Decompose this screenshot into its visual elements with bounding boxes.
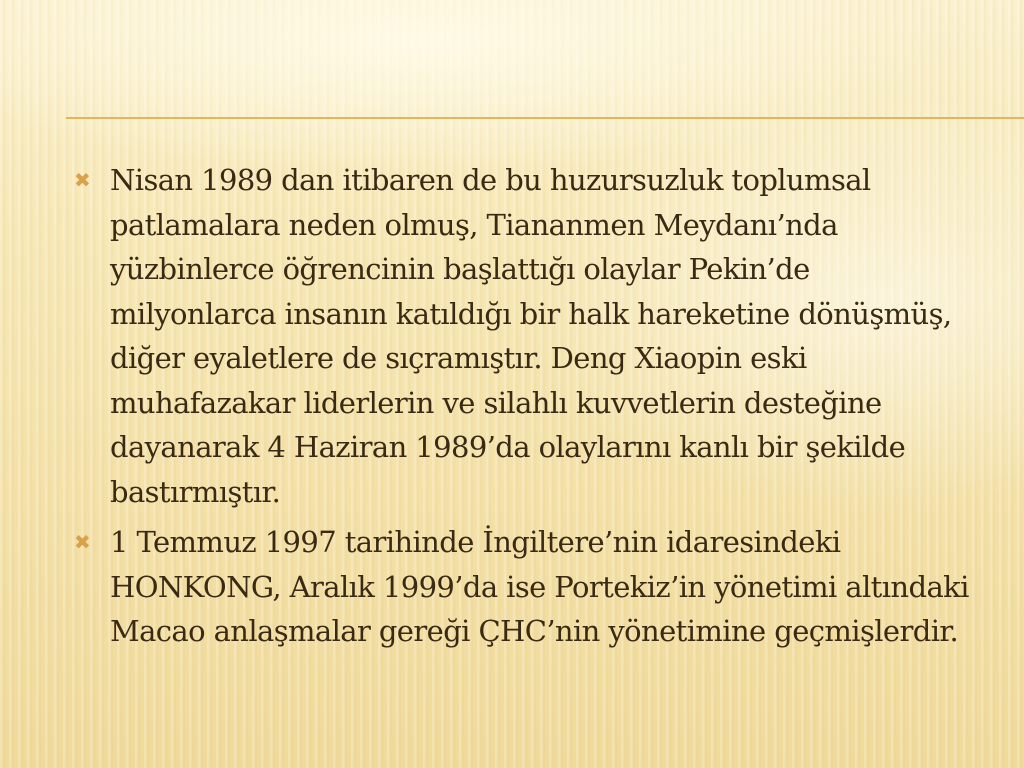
bullet-list [74,158,974,654]
bullet-text: 1 Temmuz 1997 tarihinde İngiltere’nin idaresindeki HONKONG, Aralık 1999’da ise Portekiz’in yönetimi altındaki Macao anlaşmalar gereği ÇHC’nin yönetimine geçmişlerdir. [110,525,969,648]
bullet-item [74,158,974,514]
header-divider [66,117,1024,119]
bullet-text: Nisan 1989 dan itibaren de bu huzursuzluk toplumsal patlamalara neden olmuş, Tiananmen Meydanı’nda yüzbinlerce öğrencinin başlattığı olaylar Pekin’de milyonlarca insanın katıldığı bir halk hareketine dönüşmüş, diğer eyaletlere de sıçramıştır. Deng Xiaopin eski muhafazakar liderlerin ve silahlı kuvvetlerin desteğine dayanarak 4 Haziran 1989’da olaylarını kanlı bir şekilde bastırmıştır. [110,163,952,509]
bullet-item [74,520,974,654]
cross-mark-icon: ✖ [74,168,91,192]
cross-mark-icon: ✖ [74,530,91,554]
